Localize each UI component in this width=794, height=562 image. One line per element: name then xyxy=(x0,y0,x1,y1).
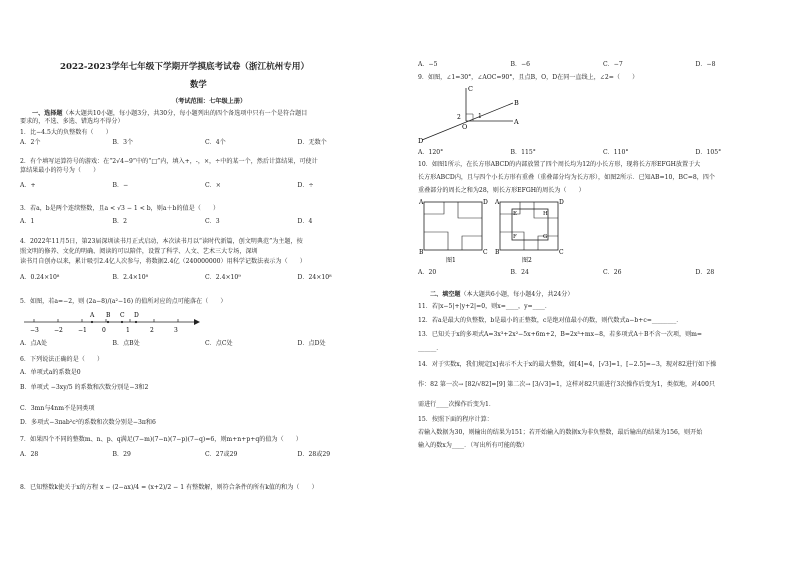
number-line-point-label: D xyxy=(134,312,139,319)
label-angle-2: 2 xyxy=(457,114,461,121)
q15-line-1: 若输入数据为30，则输出的结果为151；若开始输入的数据x为非负整数，最后输出的结果为156，则开始 xyxy=(418,429,703,436)
label-a: A xyxy=(514,118,519,126)
fig1-label-a: A xyxy=(419,199,424,206)
number-line-point xyxy=(107,321,109,323)
number-line-tick-label: 3 xyxy=(174,327,178,334)
q11-stem: 11．若|x−5|+|y+2|=0，则x=____，y=____． xyxy=(418,303,551,310)
q4-options xyxy=(20,274,390,282)
q7-options xyxy=(20,451,390,459)
q13-line-2: ______． xyxy=(418,345,443,352)
q4-option-b[interactable]: B．2.4×10⁸ xyxy=(112,274,149,281)
q6-option-d[interactable]: D．多项式−3πab²c²的系数和次数分别是−3π和6 xyxy=(20,419,156,426)
q9-option-a[interactable]: A．120° xyxy=(418,149,444,156)
q1-option-c[interactable]: C．4个 xyxy=(205,139,226,146)
section1-instr-1: （本大题共10小题，每小题3分，共30分，每小题列出的四个备选项中只有一个是符合题目 xyxy=(62,110,308,117)
rectangle-figures xyxy=(418,198,578,264)
number-line-point-label: A xyxy=(90,312,95,319)
fig2-label-b: B xyxy=(495,249,500,256)
q5-option-d[interactable]: D．点D处 xyxy=(297,340,326,347)
q9-option-c[interactable]: C．110° xyxy=(603,149,629,156)
q6-stem: 6．下列说法正确的是（ ） xyxy=(20,356,104,363)
q1-option-b[interactable]: B．3个 xyxy=(112,139,134,146)
q14-line-2: 作：82 第一次→ [82/√82]=[9] 第二次→ [3/√3]=1，这样对82只需进行3次操作后变为1，类似地，对400只 xyxy=(418,381,715,388)
number-line-point xyxy=(135,321,137,323)
q2-option-c[interactable]: C．× xyxy=(205,182,221,189)
fig1-caption: 图1 xyxy=(446,257,456,264)
fig2-label-g: G xyxy=(543,234,548,240)
label-angle-1: 1 xyxy=(478,113,482,120)
q4-line-2: 照文明的修养、文化的明确、阅读的可以陪伴，设置了科学、人文、艺术三大专场，深圳 xyxy=(20,248,258,255)
number-line-figure xyxy=(22,312,202,336)
section1-instr-2: 要求的，不选、多选、错选均不得分） xyxy=(20,118,124,125)
q10-line-3: 重叠部分的周长之和为28，则长方形EFGH的周长为（ ） xyxy=(418,187,585,194)
number-line-tick-label: 0 xyxy=(102,327,106,334)
number-line-point-label: C xyxy=(120,312,125,319)
q2-options xyxy=(20,182,390,190)
q8-option-d[interactable]: D．−8 xyxy=(695,61,716,68)
q4-option-a[interactable]: A．0.24×10⁸ xyxy=(20,274,60,281)
q10-option-b[interactable]: B．24 xyxy=(510,269,529,276)
fig1-label-b: B xyxy=(419,249,424,256)
q8-options xyxy=(418,61,788,69)
q5-option-c[interactable]: C．点C处 xyxy=(205,340,233,347)
number-line-point xyxy=(121,321,123,323)
q3-option-b[interactable]: B．2 xyxy=(112,218,127,225)
q3-stem: 3．若a，b是两个连续整数，且a < √3 − 1 < b，则a＋b的值是（ ） xyxy=(20,205,220,212)
number-line-tick-label: 2 xyxy=(150,327,154,334)
q3-option-c[interactable]: C．3 xyxy=(205,218,220,225)
section1-header xyxy=(32,110,307,118)
q1-option-d[interactable]: D．无数个 xyxy=(297,139,327,146)
q3-options xyxy=(20,218,390,226)
q9-option-b[interactable]: B．115° xyxy=(510,149,536,156)
q10-options xyxy=(418,269,788,277)
fig2-label-f: F xyxy=(513,234,517,240)
fig1-small-rect-1 xyxy=(424,202,444,214)
number-line-tick-label: −2 xyxy=(54,327,63,334)
q12-stem: 12．若a是最大的负整数，b是最小的正整数，c是绝对值最小的数，则代数式a−b+c=________． xyxy=(418,317,683,324)
q13-line-1: 13．已知关于x的多项式A=3x³+2x²−5x+6m+2，B=2x³+mx−8，若多项式A＋B不含一次项，则m= xyxy=(418,331,703,338)
q4-option-c[interactable]: C．2.4×10⁹ xyxy=(205,274,241,281)
number-line-arrow xyxy=(194,319,200,325)
q2-option-b[interactable]: B．− xyxy=(112,182,129,189)
fig1-label-d: D xyxy=(483,199,488,206)
q4-line-3: 读书月自创办以来，累计吸引2.4亿人次参与，将数据2.4亿（240000000）用科学记数法表示为（ ） xyxy=(20,258,306,265)
q9-stem: 9．如图，∠1=30°，∠AOC=90°，且点B，O，D在同一直线上，∠2=（ ） xyxy=(418,74,639,81)
q10-option-c[interactable]: C．26 xyxy=(603,269,622,276)
q14-line-1: 14．对于实数x，我们规定[x]表示不大于x的最大整数，如[4]=4，[√3]=1，[−2.5]=−3，现对82进行如下操 xyxy=(418,361,717,368)
q5-stem: 5．如图，若a=−2，则 (2a−8)/(a²−16) 的值所对应的点可能落在（ ） xyxy=(20,298,227,305)
q2-option-a[interactable]: A．+ xyxy=(20,182,36,189)
q9-option-d[interactable]: D．105° xyxy=(695,149,722,156)
line-bd xyxy=(422,103,513,140)
q8-option-c[interactable]: C．−7 xyxy=(603,61,623,68)
q2-option-d[interactable]: D．÷ xyxy=(297,182,314,189)
section2-instr: （本大题共6小题，每小题4分，共24分） xyxy=(460,291,574,298)
fig1-small-rect-3 xyxy=(462,236,482,250)
q8-option-b[interactable]: B．−6 xyxy=(510,61,531,68)
number-line-tick-label: −1 xyxy=(78,327,87,334)
fig2-label-h: H xyxy=(543,211,548,217)
q3-option-a[interactable]: A．1 xyxy=(20,218,35,225)
q1-options xyxy=(20,139,390,147)
fig2-label-e: E xyxy=(513,211,518,217)
q14-line-3: 需进行____次操作后变为1． xyxy=(418,401,496,408)
section2-header xyxy=(430,291,573,299)
fig2-label-a: A xyxy=(495,199,500,206)
section2-heading: 二、填空题 xyxy=(430,291,461,298)
q9-options xyxy=(418,149,788,157)
exam-title: 2022-2023学年七年级下学期开学摸底考试卷（浙江杭州专用） xyxy=(60,62,310,72)
number-line-point-label: B xyxy=(106,312,111,319)
label-o: O xyxy=(462,123,468,131)
number-line-tick-label: 1 xyxy=(126,327,130,334)
q10-line-1: 10．如图1所示，在长方形ABCD的内部放置了四个周长均为12的小长方形，现将长方形EFGH放置于大 xyxy=(418,161,701,168)
label-b: B xyxy=(514,99,519,107)
q6-option-c[interactable]: C．3mn与4nm不是同类项 xyxy=(20,405,95,412)
q3-option-d[interactable]: D．4 xyxy=(297,218,313,225)
q10-option-d[interactable]: D．28 xyxy=(695,269,715,276)
q7-option-d[interactable]: D．28或29 xyxy=(297,451,331,458)
q2-line-2: 算结果最小的符号为（ ） xyxy=(20,167,100,174)
q6-option-a[interactable]: A．单项式a的系数是0 xyxy=(20,369,81,376)
q7-stem: 7．如果四个不同的整数m、n、p、q满足(7−m)(7−n)(7−p)(7−q)=6，则m+n+p+q的值为（ ） xyxy=(20,436,302,443)
q8-option-a[interactable]: A．−5 xyxy=(418,61,438,68)
q1-stem: 1．比−4.5大的负整数有（ ） xyxy=(20,129,112,136)
angle-figure xyxy=(418,83,528,145)
exam-scope: （考试范围：七年级上册） xyxy=(172,98,247,105)
fig2-label-d: D xyxy=(559,199,564,206)
q8-stem: 8．已知整数k使关于x的方程 x − (2−ax)/4 = (x+2)/2 − 1 有整数解，则符合条件的所有k值的和为（ ） xyxy=(20,484,318,491)
q2-line-1: 2．有个填写运算符号的游戏：在“2√4−9”中的“□”内，填入+，-，×，÷中的某一个，然后计算结果，可使计 xyxy=(20,158,318,165)
q15-stem: 15．按照下面的程序计算： xyxy=(418,416,493,423)
fig1-label-c: C xyxy=(483,249,488,256)
q5-option-a[interactable]: A．点A处 xyxy=(20,340,48,347)
section1-heading: 一、选择题 xyxy=(32,110,63,117)
q7-option-b[interactable]: B．29 xyxy=(112,451,131,458)
fig1-small-rect-4 xyxy=(424,232,448,250)
q1-option-a[interactable]: A．2个 xyxy=(20,139,41,146)
fig1-outer-rect xyxy=(424,202,482,250)
q7-option-c[interactable]: C．27或29 xyxy=(205,451,238,458)
q5-options xyxy=(20,340,390,348)
label-d: D xyxy=(418,137,424,145)
q10-line-2: 长方形ABCD内，且与四个小长方形有重叠（重叠部分均为长方形），如图2所示．已知AB=10，BC=8，四个 xyxy=(418,174,715,181)
fig1-small-rect-2 xyxy=(458,202,482,218)
q7-option-a[interactable]: A．28 xyxy=(20,451,39,458)
number-line-tick-label: −3 xyxy=(30,327,39,334)
label-c: C xyxy=(468,85,473,93)
q5-option-b[interactable]: B．点B处 xyxy=(112,340,140,347)
q10-option-a[interactable]: A．20 xyxy=(418,269,437,276)
subject-title: 数学 xyxy=(190,79,207,89)
q4-line-1: 4．2022年11月5日，第23届深圳读书月正式启动，本次读书月以“读时代新篇，创文明典范”为主题，按 xyxy=(20,238,303,245)
q15-line-2: 输入的数x为____．（写出所有可能的数） xyxy=(418,442,529,449)
number-line-point xyxy=(91,321,93,323)
fig2-label-c: C xyxy=(559,249,564,256)
fig2-caption: 图2 xyxy=(522,257,532,264)
q4-option-d[interactable]: D．24×10⁸ xyxy=(297,274,332,281)
q6-option-b[interactable]: B．单项式 −3xy/5 的系数和次数分别是−3和2 xyxy=(20,384,149,391)
